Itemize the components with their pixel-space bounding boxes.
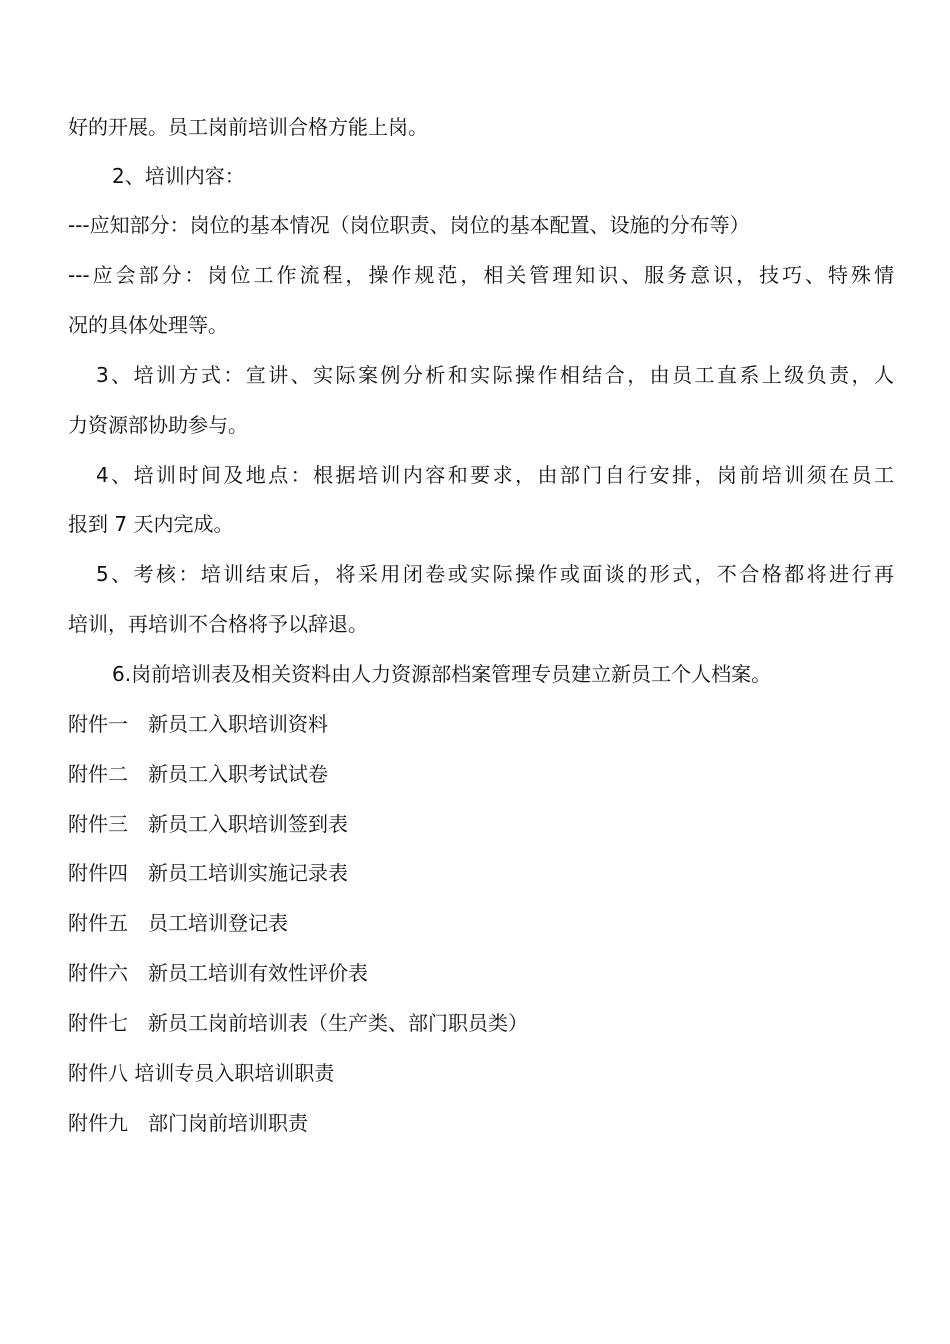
paragraph-line: ---应会部分：岗位工作流程，操作规范，相关管理知识、服务意识，技巧、特殊情 — [68, 263, 894, 287]
attachment-item: 附件九 部门岗前培训职责 — [68, 1111, 308, 1135]
section-training-method: 3、培训方式：宣讲、实际案例分析和实际操作相结合，由员工直系上级负责，人 — [96, 363, 894, 387]
attachment-item: 附件八 培训专员入职培训职责 — [68, 1061, 335, 1085]
paragraph-line: 报到 7 天内完成。 — [68, 512, 234, 536]
section-heading-training-content: 2、培训内容： — [112, 164, 245, 188]
section-training-time-place: 4、培训时间及地点：根据培训内容和要求，由部门自行安排，岗前培训须在员工 — [96, 463, 894, 487]
paragraph-line: ---应知部分：岗位的基本情况（岗位职责、岗位的基本配置、设施的分布等） — [68, 213, 750, 237]
paragraph-line: 培训，再培训不合格将予以辞退。 — [68, 612, 368, 636]
section-records: 6.岗前培训表及相关资料由人力资源部档案管理专员建立新员工个人档案。 — [112, 662, 772, 686]
paragraph-line: 况的具体处理等。 — [68, 313, 228, 337]
paragraph-line: 力资源部协助参与。 — [68, 413, 248, 437]
attachment-item: 附件七 新员工岗前培训表（生产类、部门职员类） — [68, 1011, 528, 1035]
attachment-item: 附件六 新员工培训有效性评价表 — [68, 961, 368, 985]
attachment-item: 附件二 新员工入职考试试卷 — [68, 762, 328, 786]
attachment-item: 附件三 新员工入职培训签到表 — [68, 812, 348, 836]
attachment-item: 附件四 新员工培训实施记录表 — [68, 861, 348, 885]
paragraph-line: 好的开展。员工岗前培训合格方能上岗。 — [68, 115, 428, 139]
attachment-item: 附件五 员工培训登记表 — [68, 911, 288, 935]
attachment-item: 附件一 新员工入职培训资料 — [68, 712, 328, 736]
section-assessment: 5、考核：培训结束后，将采用闭卷或实际操作或面谈的形式，不合格都将进行再 — [96, 562, 894, 586]
